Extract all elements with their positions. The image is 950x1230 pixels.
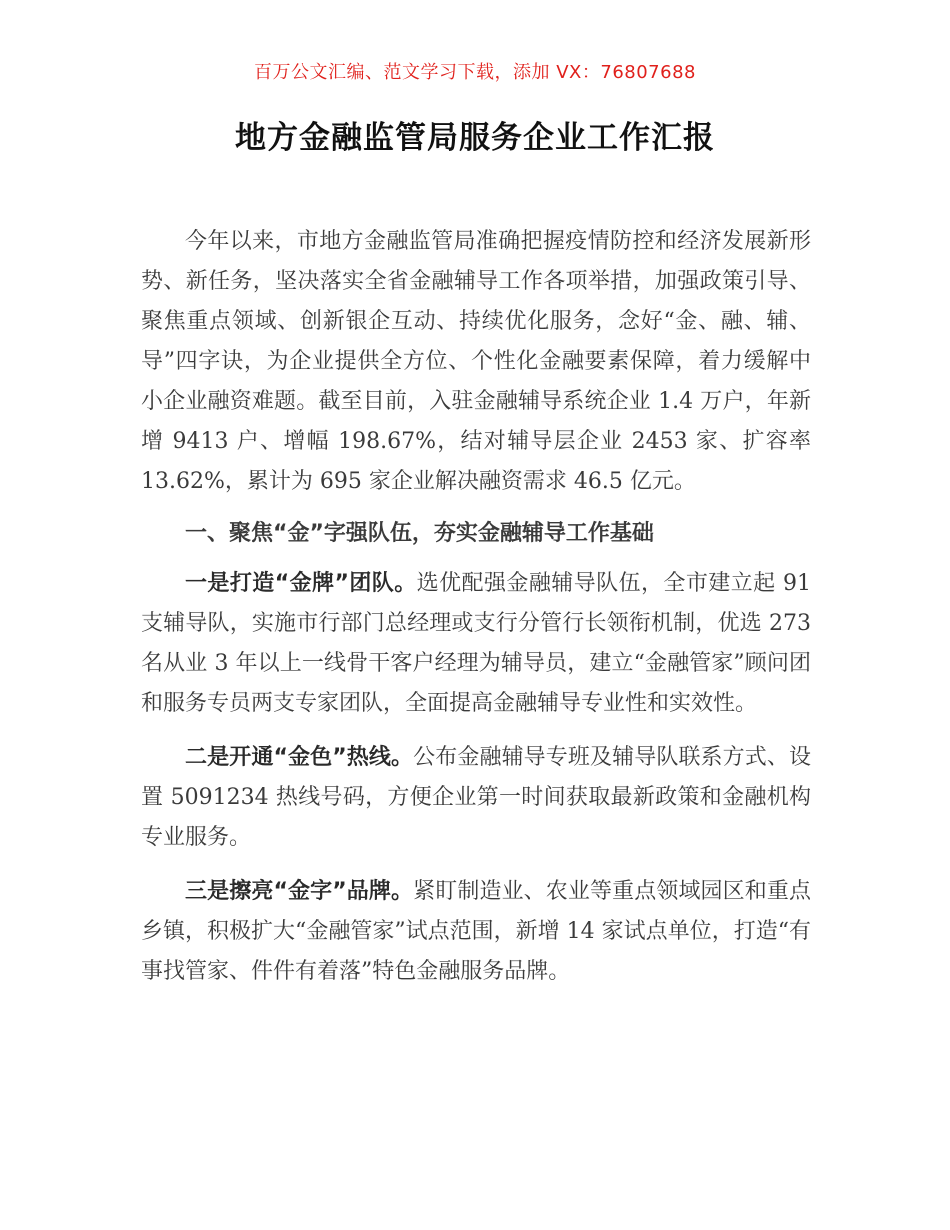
intro-paragraph: 今年以来，市地方金融监管局准确把握疫情防控和经济发展新形势、新任务，坚决落实全省金融辅导工作各项举措，加强政策引导、聚焦重点领域、创新银企互动、持续优化服务，念好“金、融、辅、导”四字诀，为企业提供全方位、个性化金融要素保障，着力缓解中小企业融资难题。截至目前，入驻金融辅导系统企业 1.4 万户，年新增 9413 户、增幅 198.67%，结对辅导层企业 2453 家、扩容率 13.62%，累计为 695 家企业解决融资需求 46.5 亿元。 bbox=[141, 229, 811, 494]
document-title: 地方金融监管局服务企业工作汇报 bbox=[235, 120, 715, 156]
header-banner: 百万公文汇编、范文学习下载，添加 VX：76807688 bbox=[254, 62, 696, 83]
item-text: 选优配强金融辅导队伍，全市建立起 91 支辅导队，实施市行部门总经理或支行分管行长领衔机制，优选 273 名从业 3 年以上一线骨干客户经理为辅导员，建立“金融管家”顾问团和服务专员两支专家团队，全面提高金融辅导专业性和实效性。 bbox=[141, 571, 811, 716]
list-item bbox=[141, 738, 811, 858]
item-text: 紧盯制造业、农业等重点领域园区和重点乡镇，积极扩大“金融管家”试点范围，新增 14 家试点单位，打造“有事找管家、件件有着落”特色金融服务品牌。 bbox=[141, 879, 811, 984]
item-lead: 二是开通“金色”热线。 bbox=[185, 745, 414, 770]
list-item bbox=[141, 872, 811, 992]
item-lead: 三是擦亮“金字”品牌。 bbox=[185, 879, 414, 904]
document-body bbox=[141, 222, 811, 992]
list-item bbox=[141, 564, 811, 724]
item-text: 公布金融辅导专班及辅导队联系方式、设置 5091234 热线号码，方便企业第一时间获取最新政策和金融机构专业服务。 bbox=[141, 745, 811, 850]
section-heading: 一、聚焦“金”字强队伍，夯实金融辅导工作基础 bbox=[185, 521, 654, 546]
item-lead: 一是打造“金牌”团队。 bbox=[185, 571, 417, 596]
